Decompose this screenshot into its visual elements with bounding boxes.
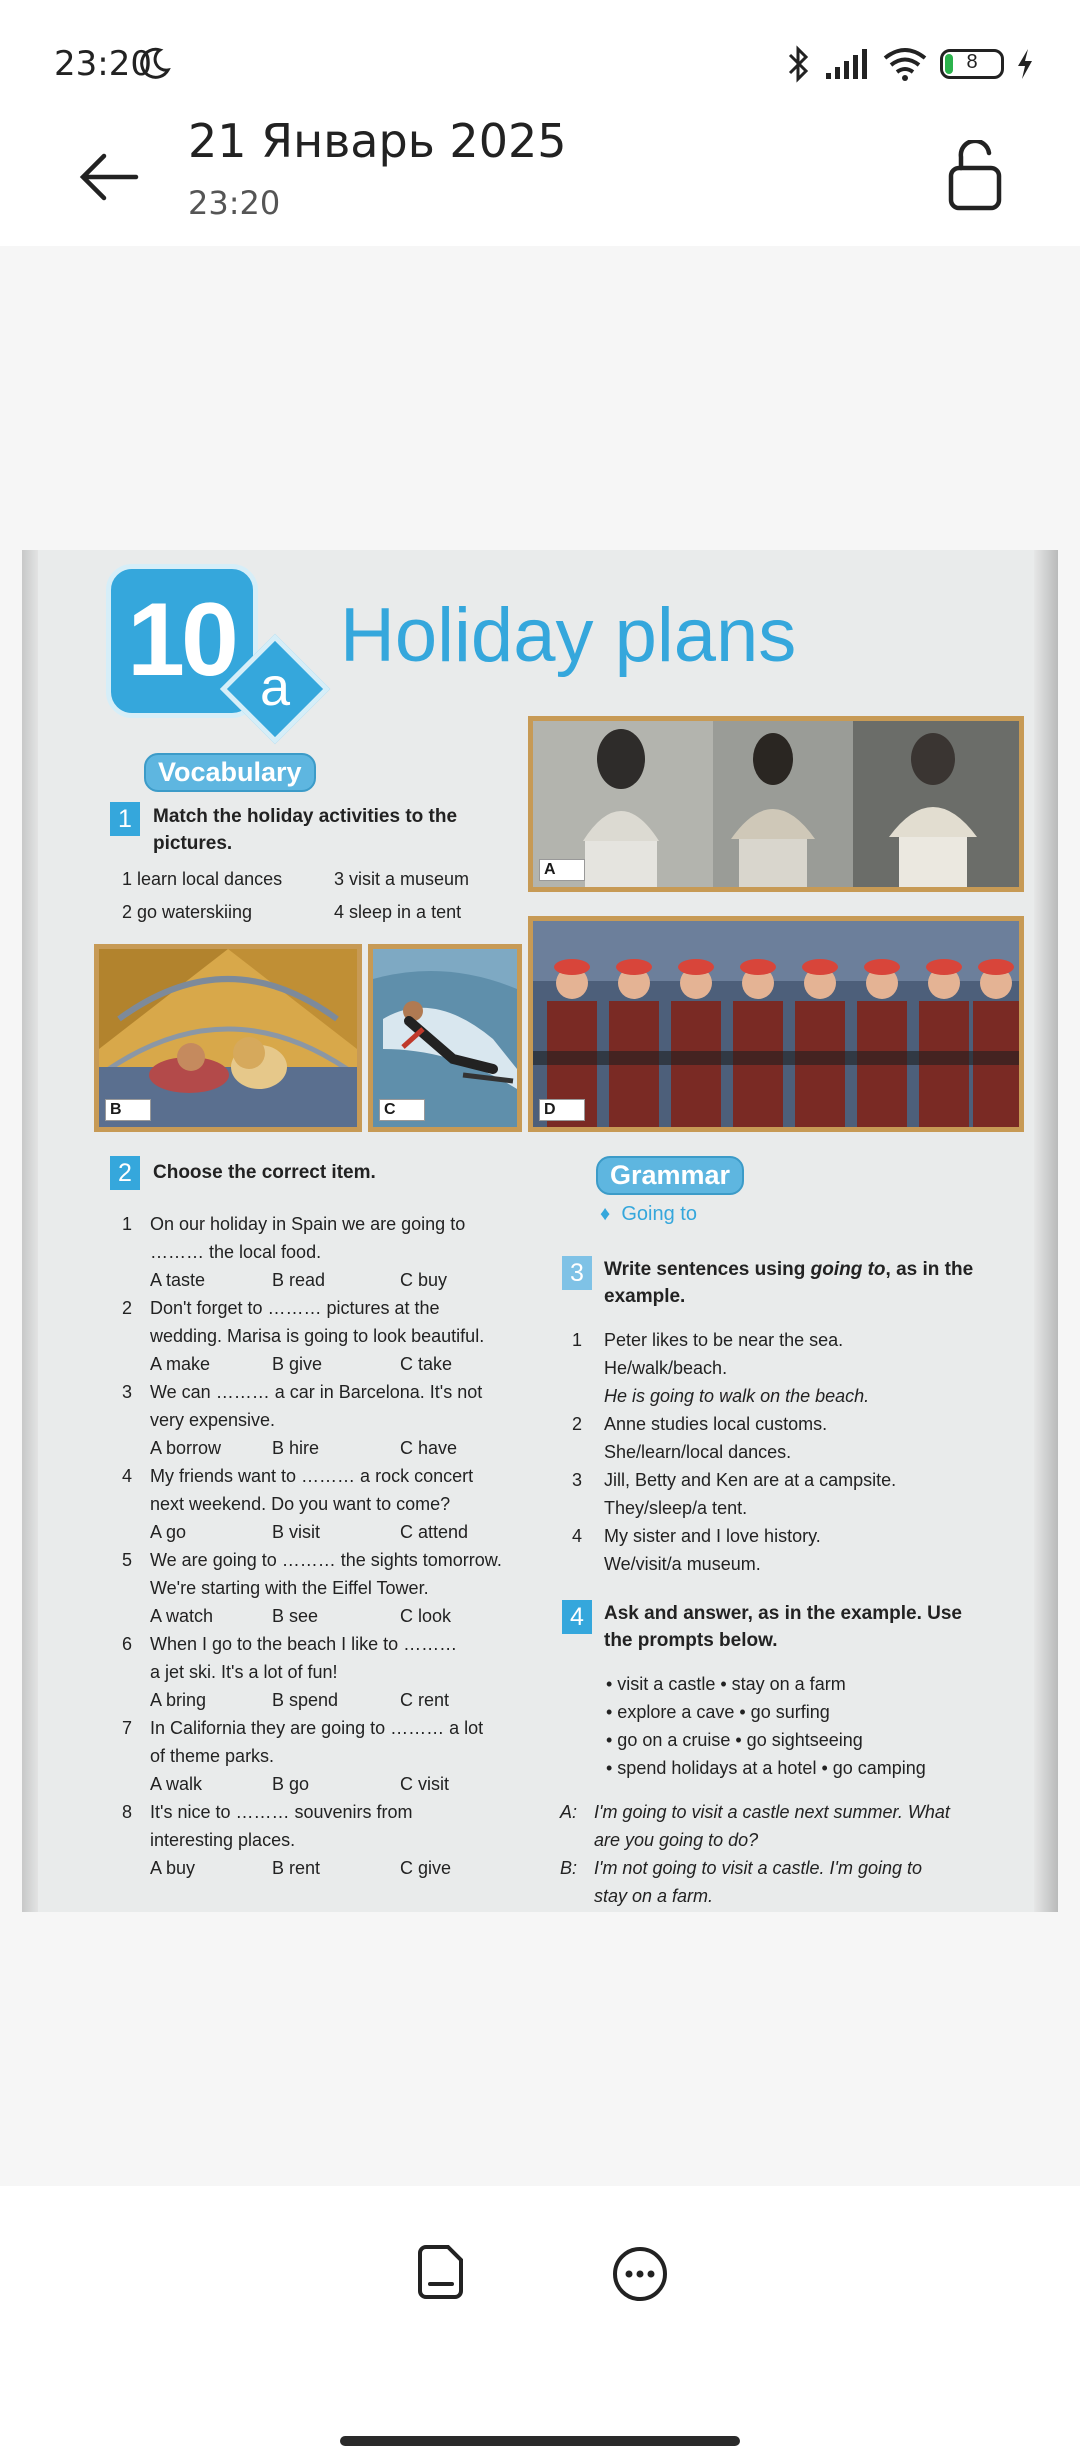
ex2-option: C give <box>400 1858 452 1878</box>
ex3-item-line: They/sleep/a tent. <box>604 1498 748 1518</box>
grammar-topic-text: Going to <box>621 1203 697 1225</box>
charging-icon <box>1016 47 1034 81</box>
ex2-question-number: 1 <box>122 1214 133 1234</box>
photo-b-tent <box>94 944 362 1132</box>
ex2-question-line: We can ……… a car in Barcelona. It's not <box>150 1382 483 1402</box>
ex2-question-line: Don't forget to ……… pictures at the <box>150 1298 440 1318</box>
ex2-option: C look <box>400 1606 452 1626</box>
ex2-option: B visit <box>272 1522 321 1542</box>
unlock-icon[interactable] <box>946 140 1004 212</box>
dialogue-a-label: A: <box>560 1802 578 1822</box>
back-arrow-icon[interactable] <box>78 146 140 208</box>
dialogue-b-line: I'm not going to visit a castle. I'm going to <box>594 1858 923 1878</box>
ex3-item-line: She/learn/local dances. <box>604 1442 792 1462</box>
ex4-prompt-line: • visit a castle • stay on a farm <box>606 1674 846 1694</box>
exercise-2-instruction: Choose the correct item. <box>153 1162 376 1183</box>
exercise-4-number: 4 <box>562 1600 592 1634</box>
ex3-item-number: 1 <box>572 1330 583 1350</box>
diamond-bullet-icon: ♦ <box>600 1203 611 1225</box>
ex2-question-line: ……… the local food. <box>150 1242 322 1262</box>
ex2-question-line: interesting places. <box>150 1830 296 1850</box>
museum-busts-illustration <box>533 721 1019 887</box>
ex3-item-line: Peter likes to be near the sea. <box>604 1330 844 1350</box>
unit-letter: a <box>259 657 291 717</box>
ex3-item-number: 4 <box>572 1526 583 1546</box>
photo-d-dancers <box>528 916 1024 1132</box>
ex2-option: A watch <box>150 1606 214 1626</box>
ex3-item-line: Jill, Betty and Ken are at a campsite. <box>604 1470 897 1490</box>
ex3-item-line: Anne studies local customs. <box>604 1414 828 1434</box>
ex2-option: B spend <box>272 1690 339 1710</box>
note-date-title: 21 Январь 2025 <box>188 114 567 168</box>
signal-icon <box>824 47 870 81</box>
ex2-option: C attend <box>400 1522 469 1542</box>
ex3-item-line: We/visit/a museum. <box>604 1554 761 1574</box>
ex2-option: C rent <box>400 1690 450 1710</box>
photo-c-waterskiing <box>368 944 522 1132</box>
ex2-option: B rent <box>272 1858 321 1878</box>
ex2-option: C have <box>400 1438 458 1458</box>
ex2-option: A walk <box>150 1774 203 1794</box>
status-time: 23:20 <box>54 44 152 84</box>
ex2-question-line: wedding. Marisa is going to look beautiful. <box>150 1326 485 1346</box>
exercise-1-instruction-2: pictures. <box>153 833 233 854</box>
ex2-option: B give <box>272 1354 323 1374</box>
ex2-option: B go <box>272 1774 310 1794</box>
ex3-example-answer: He is going to walk on the beach. <box>604 1386 870 1406</box>
ex2-option: C buy <box>400 1270 448 1290</box>
exercise-2-number: 2 <box>110 1156 140 1190</box>
unit-title: Holiday plans <box>340 593 797 678</box>
more-options-icon[interactable] <box>612 2246 668 2302</box>
ex4-prompt-line: • spend holidays at a hotel • go camping <box>606 1758 926 1778</box>
ex2-option: B see <box>272 1606 319 1626</box>
bluetooth-icon <box>786 45 812 83</box>
ex1-item: 1 learn local dances <box>122 869 283 889</box>
battery-icon <box>940 49 1004 79</box>
exercise-3-instruction-2: example. <box>604 1286 686 1307</box>
header <box>0 110 1080 246</box>
home-indicator[interactable] <box>340 2436 740 2446</box>
ex2-question-line: a jet ski. It's a lot of fun! <box>150 1662 338 1682</box>
ex2-question-number: 3 <box>122 1382 133 1402</box>
bottom-toolbar <box>0 2186 1080 2460</box>
photo-a-museum <box>528 716 1024 892</box>
photo-label-c: C <box>379 1099 425 1121</box>
vocabulary-label: Vocabulary <box>144 753 316 792</box>
ex2-question-line: On our holiday in Spain we are going to <box>150 1214 466 1234</box>
ex2-question-line: When I go to the beach I like to ……… <box>150 1634 458 1654</box>
ex2-option: C visit <box>400 1774 449 1794</box>
wifi-icon <box>882 46 928 82</box>
note-time: 23:20 <box>188 184 281 222</box>
photo-label-a: A <box>539 859 585 881</box>
exercise-4-instruction-2: the prompts below. <box>604 1630 778 1651</box>
ex4-prompt-line: • explore a cave • go surfing <box>606 1702 830 1722</box>
document-icon[interactable] <box>418 2244 464 2300</box>
exercise-4-instruction: Ask and answer, as in the example. Use <box>604 1603 962 1624</box>
photo-label-b: B <box>105 1099 151 1121</box>
grammar-label: Grammar <box>596 1156 744 1195</box>
ex2-option: B hire <box>272 1438 320 1458</box>
ex2-option: C take <box>400 1354 453 1374</box>
photo-label-d: D <box>539 1099 585 1121</box>
ex2-question-line: next weekend. Do you want to come? <box>150 1494 451 1514</box>
ex1-item: 4 sleep in a tent <box>334 902 462 922</box>
ex2-option: A make <box>150 1354 211 1374</box>
ex3-instr-post: , as in the <box>885 1259 974 1280</box>
ex2-question-number: 6 <box>122 1634 133 1654</box>
ex2-question-line: It's nice to ……… souvenirs from <box>150 1802 413 1822</box>
ex2-question-number: 7 <box>122 1718 133 1738</box>
ex2-option: A borrow <box>150 1438 222 1458</box>
ex2-question-line: We are going to ……… the sights tomorrow. <box>150 1550 502 1570</box>
moon-icon <box>138 46 172 80</box>
status-icons <box>786 44 1034 84</box>
exercise-3-instruction <box>604 1256 973 1283</box>
dialogue-b-label: B: <box>560 1858 578 1878</box>
ex2-option: A taste <box>150 1270 206 1290</box>
ex2-question-line: My friends want to ……… a rock concert <box>150 1466 474 1486</box>
ex3-item-line: He/walk/beach. <box>604 1358 728 1378</box>
ex2-question-line: very expensive. <box>150 1410 276 1430</box>
ex3-item-line: My sister and I love history. <box>604 1526 821 1546</box>
ex2-question-number: 2 <box>122 1298 133 1318</box>
exercise-1-number: 1 <box>110 802 140 836</box>
ex2-question-line: In California they are going to ……… a lot <box>150 1718 484 1738</box>
ex1-item: 3 visit a museum <box>334 869 470 889</box>
ex1-item: 2 go waterskiing <box>122 902 253 922</box>
ex3-item-number: 2 <box>572 1414 583 1434</box>
unit-number: 10 <box>127 582 235 698</box>
ex2-question-number: 5 <box>122 1550 133 1570</box>
dialogue-b-line: stay on a farm. <box>594 1886 714 1906</box>
page-edge-right <box>1034 550 1058 1912</box>
ex2-option: A buy <box>150 1858 196 1878</box>
exercise-3-number: 3 <box>562 1256 592 1290</box>
ex3-instr-pre: Write sentences using <box>604 1259 811 1280</box>
ex2-option: A bring <box>150 1690 207 1710</box>
exercise-1-instruction: Match the holiday activities to the <box>153 806 458 827</box>
page-edge-left <box>22 550 38 1912</box>
ex2-question-number: 8 <box>122 1802 133 1822</box>
grammar-topic <box>600 1200 697 1228</box>
ex3-instr-ital: going to <box>810 1259 886 1280</box>
status-bar <box>0 0 1080 120</box>
ex2-question-line: of theme parks. <box>150 1746 275 1766</box>
dialogue-a-line: I'm going to visit a castle next summer. What <box>594 1802 950 1822</box>
textbook-page-image[interactable] <box>22 550 1058 1912</box>
ex4-prompt-line: • go on a cruise • go sightseeing <box>606 1730 863 1750</box>
battery-level: 8 <box>966 51 978 73</box>
ex3-item-number: 3 <box>572 1470 583 1490</box>
ex2-question-number: 4 <box>122 1466 133 1486</box>
ex2-option: A go <box>150 1522 187 1542</box>
ex2-option: B read <box>272 1270 326 1290</box>
dialogue-a-line: are you going to do? <box>594 1830 759 1850</box>
ex2-question-line: We're starting with the Eiffel Tower. <box>150 1578 429 1598</box>
dancers-illustration <box>533 921 1019 1127</box>
